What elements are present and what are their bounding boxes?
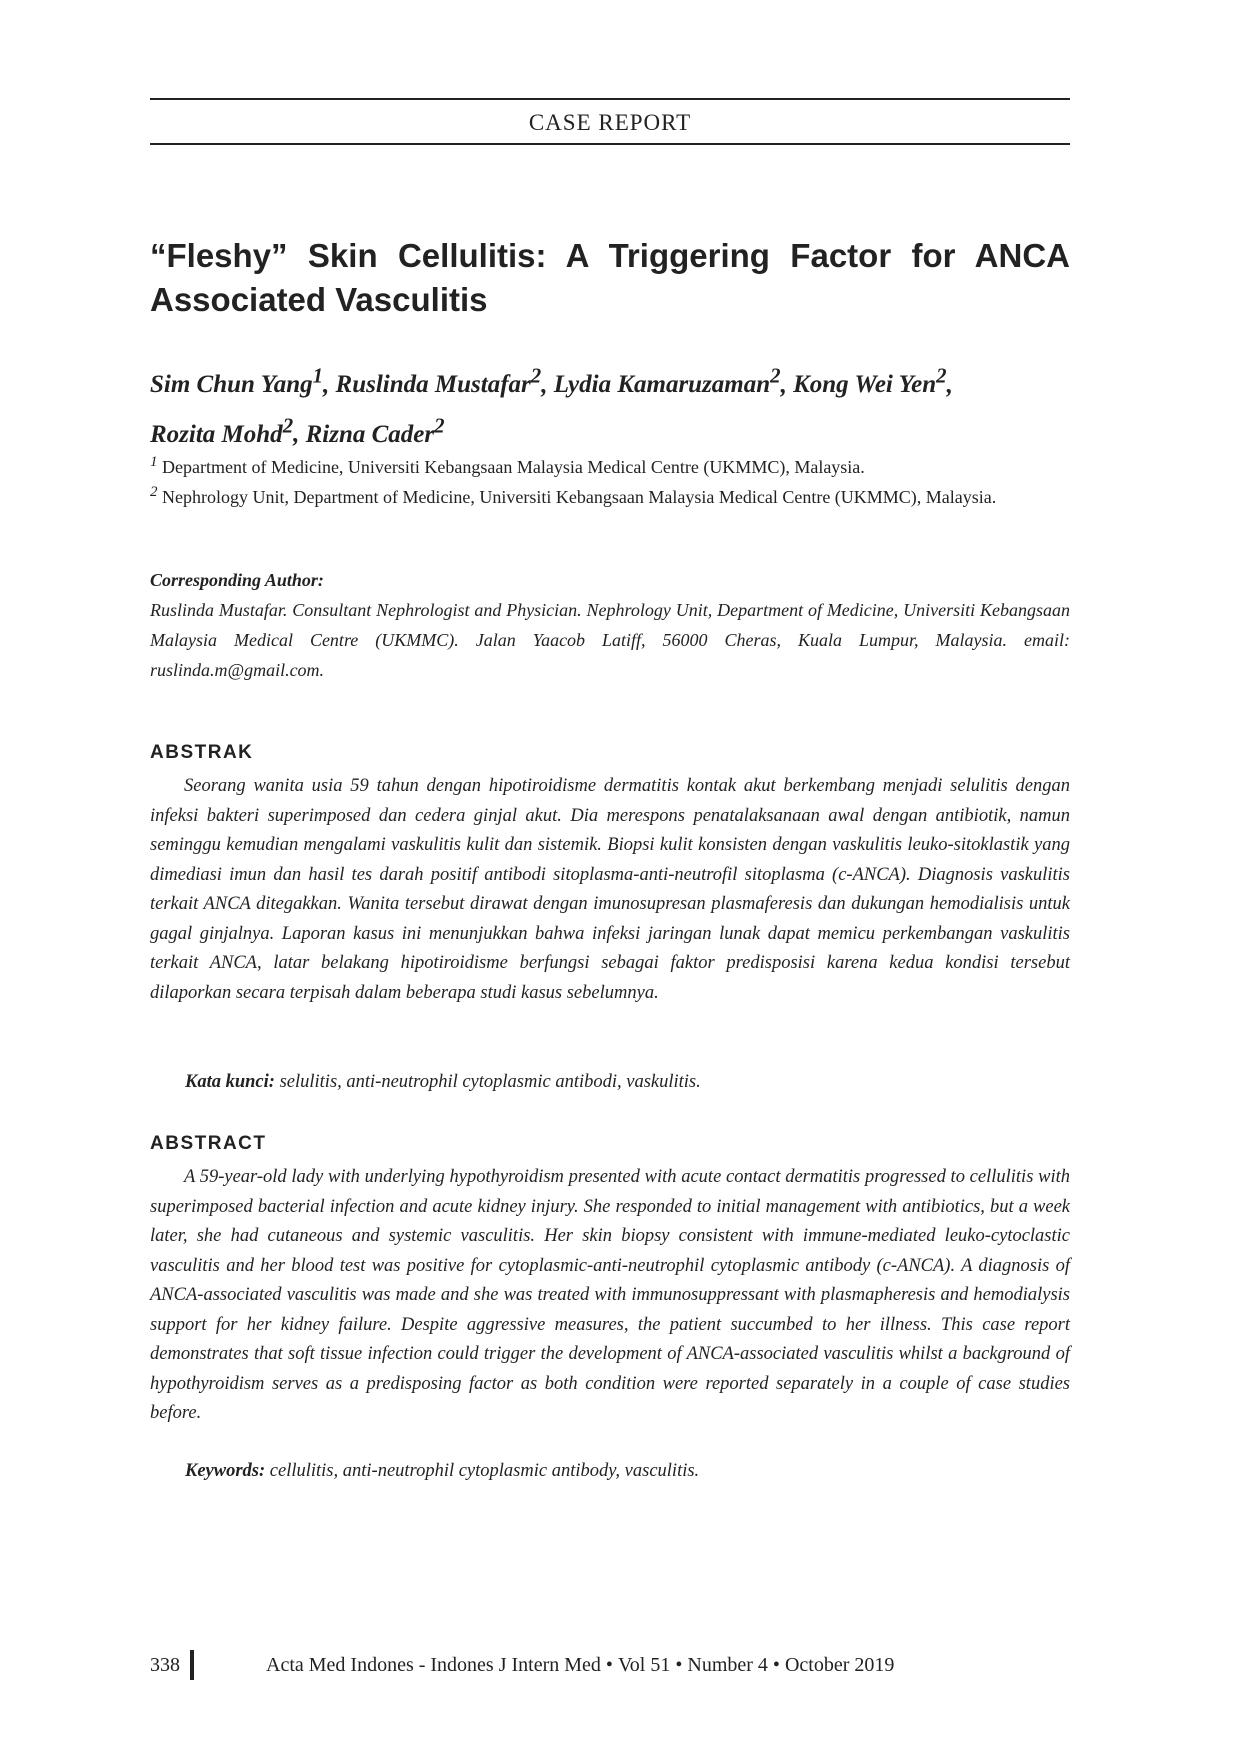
article-title: “Fleshy” Skin Cellulitis: A Triggering Factor for ANCA Associated Vasculitis: [150, 237, 1070, 318]
abstract-heading: ABSTRACT: [150, 1133, 267, 1154]
corresponding-author: [150, 566, 1070, 685]
abstrak-text: Seorang wanita usia 59 tahun dengan hipotiroidisme dermatitis kontak akut berkembang menjadi selulitis dengan infeksi bakteri superimposed dan cedera ginjal akut. Dia merespons penatalaksanaan awal dengan antibiotik, namun seminggu kemudian mengalami vaskulitis kulit dan sistemik. Biopsi kulit konsisten dengan vaskulitis leuko-sitoklastik yang dimediasi imun dan hasil tes darah positif antibodi sitoplasma-anti-neutrofil sitoplasma (c-ANCA). Diagnosis vaskulitis terkait ANCA ditegakkan. Wanita tersebut dirawat dengan imunosupresan plasmaferesis dan dukungan hemodialisis untuk gagal ginjalnya. Laporan kasus ini menunjukkan bahwa infeksi jaringan lunak dapat memicu perkembangan vaskulitis terkait ANCA, latar belakang hipotiroidisme berfungsi sebagai faktor predisposisi karena kedua kondisi tersebut dilaporkan secara terpisah dalam beberapa studi kasus sebelumnya.: [150, 776, 1070, 1003]
abstrak-keywords: Kata kunci: selulitis, anti-neutrophil cytoplasmic antibodi, vaskulitis.: [185, 1072, 701, 1092]
author-list: Sim Chun Yang$^1$, Ruslinda Mustafar$^2$, Lydia Kamaruzaman$^2$, Kong Wei Yen$^2$, Rozita Mohd$^2$, Rizna Cader$^2$: [150, 364, 953, 448]
page-number: 338: [150, 1653, 180, 1676]
affiliation: $^1$ Department of Medicine, Universiti Kebangsaan Malaysia Medical Centre (UKMMC), Malaysia.: [150, 454, 865, 477]
affiliation: $^2$ Nephrology Unit, Department of Medicine, Universiti Kebangsaan Malaysia Medical Centre (UKMMC), Malaysia.: [150, 484, 997, 507]
volume: Vol 51: [617, 1653, 671, 1676]
top-rule: [150, 98, 1070, 100]
abstract-keywords: Keywords: cellulitis, anti-neutrophil cytoplasmic antibody, vasculitis.: [185, 1461, 700, 1481]
journal-name: Acta Med Indones - Indones J Intern Med: [266, 1653, 601, 1676]
corresponding-text: Ruslinda Mustafar. Consultant Nephrologist and Physician. Nephrology Unit, Department of Medicine, Universiti Kebangsaan Malaysia Medical Centre (UKMMC). Jalan Yaacob Latiff, 56000 Cheras, Kuala Lumpur, Malaysia. email: ruslinda.m@gmail.com.: [150, 600, 1070, 680]
abstract-text: A 59-year-old lady with underlying hypothyroidism presented with acute contact dermatitis progressed to cellulitis with superimposed bacterial infection and acute kidney injury. She responded to initial management with antibiotics, but a week later, she had cutaneous and systemic vasculitis. Her skin biopsy consistent with immune-mediated leuko-cytoclastic vasculitis and her blood test was positive for cytoplasmic-anti-neutrophil cytoplasmic antibody (c-ANCA). A diagnosis of ANCA-associated vasculitis was made and she was treated with immunosuppressant with plasmapheresis and hemodialysis support for her kidney failure. Despite aggressive measures, the patient succumbed to her illness. This case report demonstrates that soft tissue infection could trigger the development of ANCA-associated vasculitis whilst a background of hypothyroidism serves as a predisposing factor as both condition were reported separately in a couple of case studies before.: [150, 1167, 1070, 1423]
header-rule: [150, 143, 1070, 145]
author: Kong Wei Yen$^2$: [793, 364, 947, 399]
issue-date: October 2019: [784, 1653, 895, 1676]
footer-bar: [190, 1650, 194, 1680]
author: Rozita Mohd$^2$: [150, 413, 294, 448]
section-label: CASE REPORT: [528, 110, 692, 135]
issue-number: Number 4: [687, 1653, 768, 1676]
footer: 338 Acta Med Indones - Indones J Intern Med • Vol 51 • Number 4 • October 2019: [150, 1650, 894, 1680]
author: Ruslinda Mustafar$^2$: [335, 364, 542, 399]
author: Rizna Cader$^2$: [305, 413, 445, 448]
abstrak-heading: ABSTRAK: [150, 742, 254, 763]
author: Sim Chun Yang$^1$: [150, 364, 324, 399]
author: Lydia Kamaruzaman$^2$: [553, 364, 781, 399]
corresponding-label: Corresponding Author:: [150, 570, 324, 590]
